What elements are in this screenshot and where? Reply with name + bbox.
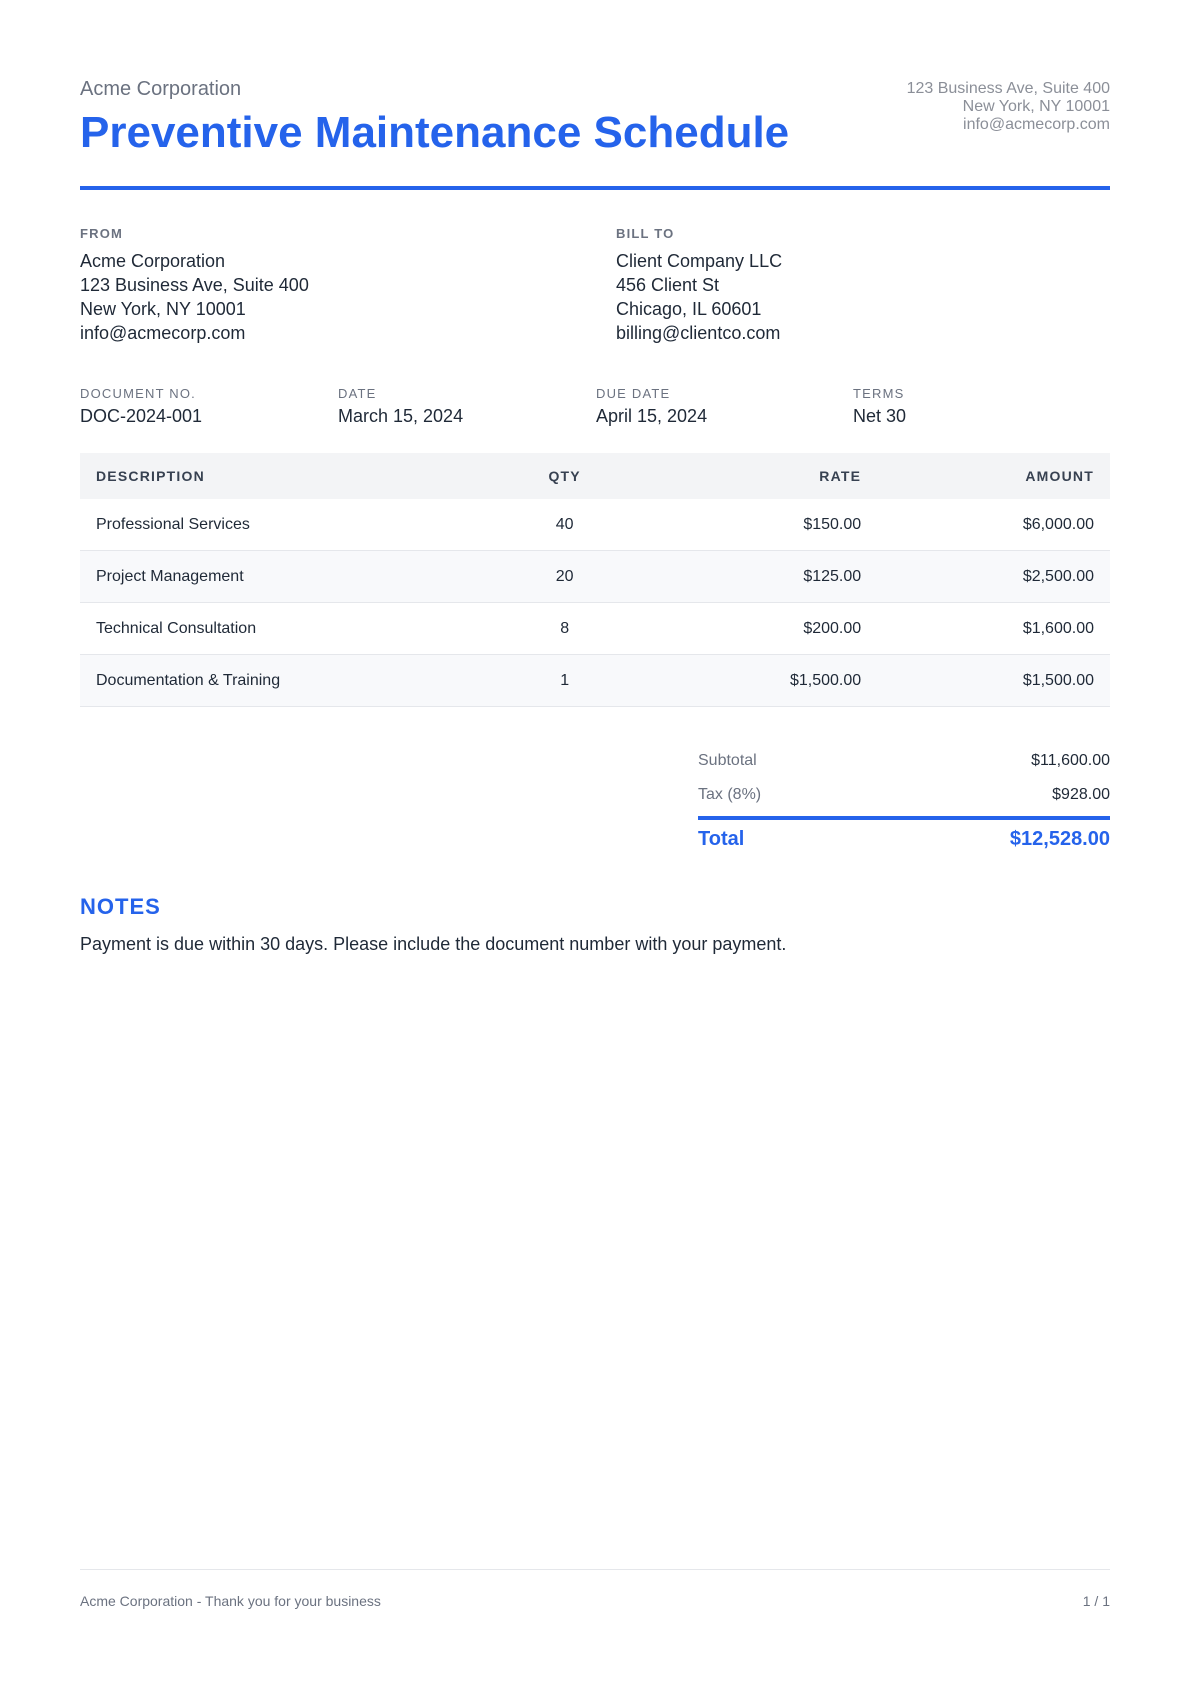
- cell-amount: $2,500.00: [877, 551, 1110, 603]
- subtotal-value: $11,600.00: [1031, 752, 1110, 769]
- bill-to-line: Chicago, IL 60601: [616, 299, 762, 319]
- total-value: $12,528.00: [1009, 828, 1110, 850]
- totals-section: [698, 752, 1110, 868]
- bill-to-line: 456 Client St: [616, 275, 720, 295]
- meta-value: April 15, 2024: [596, 406, 708, 426]
- header-address-line: 123 Business Ave, Suite 400: [906, 80, 1110, 97]
- table-row: [80, 551, 1110, 603]
- meta-terms: [853, 386, 1103, 427]
- notes-title: NOTES: [80, 894, 161, 919]
- column-header-description: DESCRIPTION: [80, 453, 476, 499]
- cell-amount: $1,500.00: [877, 655, 1110, 707]
- cell-description: Professional Services: [80, 499, 476, 551]
- header-address: [907, 80, 1110, 134]
- subtotal-row: [698, 752, 1110, 786]
- tax-label: Tax (8%): [698, 786, 762, 803]
- table-header-row: [80, 453, 1110, 499]
- document-header: [80, 78, 1110, 190]
- cell-rate: $1,500.00: [653, 655, 877, 707]
- document-title: Preventive Maintenance Schedule: [80, 108, 790, 157]
- meta-label: DUE DATE: [596, 386, 671, 401]
- document-meta: [80, 386, 1110, 430]
- cell-rate: $150.00: [653, 499, 877, 551]
- from-email: info@acmecorp.com: [80, 323, 246, 343]
- cell-rate: $125.00: [653, 551, 877, 603]
- meta-label: DATE: [338, 386, 377, 401]
- bill-to-section: [616, 226, 1096, 345]
- cell-qty: 20: [476, 551, 653, 603]
- tax-row: [698, 786, 1110, 820]
- meta-value: DOC-2024-001: [80, 406, 203, 426]
- meta-date: [338, 386, 588, 427]
- notes-section: [80, 894, 1110, 955]
- meta-due-date: [596, 386, 846, 427]
- table-row: [80, 499, 1110, 551]
- column-header-rate: RATE: [653, 453, 877, 499]
- notes-text: Payment is due within 30 days. Please include the document number with your payment.: [80, 934, 787, 954]
- from-line: Acme Corporation: [80, 251, 226, 271]
- bill-to-email: billing@clientco.com: [616, 323, 781, 343]
- cell-qty: 8: [476, 603, 653, 655]
- header-email: info@acmecorp.com: [963, 116, 1110, 133]
- page-footer: [80, 1569, 1110, 1610]
- meta-value: March 15, 2024: [338, 406, 464, 426]
- header-company-name: Acme Corporation: [80, 78, 242, 100]
- cell-description: Documentation & Training: [80, 655, 476, 707]
- meta-value: Net 30: [853, 406, 907, 426]
- from-line: 123 Business Ave, Suite 400: [80, 275, 309, 295]
- tax-value: $928.00: [1052, 786, 1110, 803]
- total-row: [698, 828, 1110, 868]
- from-label: FROM: [80, 226, 124, 241]
- meta-label: DOCUMENT NO.: [80, 386, 196, 401]
- cell-amount: $6,000.00: [877, 499, 1110, 551]
- cell-description: Project Management: [80, 551, 476, 603]
- meta-document-number: [80, 386, 330, 427]
- bill-to-label: BILL TO: [616, 226, 675, 241]
- from-line: New York, NY 10001: [80, 299, 246, 319]
- from-section: [80, 226, 560, 345]
- subtotal-label: Subtotal: [698, 752, 757, 769]
- cell-qty: 1: [476, 655, 653, 707]
- column-header-qty: QTY: [476, 453, 653, 499]
- cell-amount: $1,600.00: [877, 603, 1110, 655]
- table-row: [80, 655, 1110, 707]
- meta-label: TERMS: [853, 386, 905, 401]
- column-header-amount: AMOUNT: [877, 453, 1110, 499]
- table-row: [80, 603, 1110, 655]
- bill-to-line: Client Company LLC: [616, 251, 783, 271]
- cell-description: Technical Consultation: [80, 603, 476, 655]
- footer-text: Acme Corporation - Thank you for your business: [80, 1593, 381, 1609]
- header-address-line: New York, NY 10001: [962, 98, 1110, 115]
- total-label: Total: [698, 828, 745, 850]
- cell-rate: $200.00: [653, 603, 877, 655]
- cell-qty: 40: [476, 499, 653, 551]
- document-page: [80, 0, 1110, 1683]
- line-items-table: [80, 453, 1110, 707]
- page-number: 1 / 1: [1082, 1593, 1110, 1609]
